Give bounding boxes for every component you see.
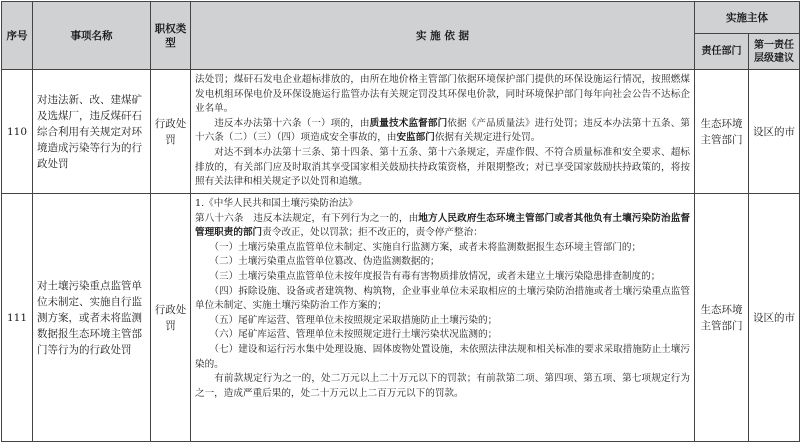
header-seq: 序号 [2, 2, 33, 70]
row-power-type: 行政处罚 [151, 70, 191, 194]
table-row [2, 194, 800, 442]
basis-paragraph: 违反本办法第十六条（一）项的，由质量技术监督部门依据《产品质量法》进行处罚；违反本办法第十五条、第十六条（二）（三）（四）项造成安全事故的，由安监部门依据有关规定进行处罚。 [195, 117, 690, 144]
basis-paragraph: 法处罚；煤矸石发电企业超标排放的，由所在地价格主管部门依据环境保护部门提供的环保设施运行情况，按照燃煤发电机组环保电价及环保设施运行监管办法有关规定罚没其环保电价款，同时环境保护部门每年向社会公告不达标企业名单。 [195, 74, 690, 115]
basis-law-title: 1.《中华人民共和国土壤污染防治法》 [195, 198, 358, 209]
row-item-name: 对土壤污染重点监管单位未制定、实施自行监测方案，或者未将监测数据报生态环境主管部门等行为的行政处罚 [33, 194, 151, 442]
basis-list-item: （一）土壤污染重点监管单位未制定、实施自行监测方案，或者未将监测数据报生态环境主管部门的； [209, 241, 642, 253]
basis-list-item: （四）拆除设施、设备或者建筑物、构筑物，企业事业单位未采取相应的土壤污染防治措施或者土壤污染重点监管单位未制定、实施土壤污染防治工作方案的； [195, 285, 690, 312]
row-first-level: 设区的市 [749, 194, 800, 442]
basis-list-item: （三）土壤污染重点监管单位未按年度报告有毒有害物质排放情况，或者未建立土壤污染隐患排查制度的； [209, 270, 661, 282]
basis-list-item: （五）尾矿库运营、管理单位未按照规定采取措施防止土壤污染的； [209, 314, 498, 326]
header-subject: 实施主体 [695, 2, 800, 34]
row-responsible-dept: 生态环境主管部门 [695, 70, 749, 194]
enforcement-table [1, 1, 800, 442]
basis-paragraph: 对达不到本办法第十三条、第十四条、第十五条、第十六条规定，弄虚作假、不符合质量标准和安全要求、超标排放的，有关部门应及时取消其享受国家相关鼓励扶持政策资格，并限期整改；对已享受国家鼓励扶持政策的，将按照有关法律和相关规定予以处罚和追缴。 [195, 146, 690, 188]
row-power-type: 行政处罚 [151, 194, 191, 442]
basis-list-item: （六）尾矿库运营、管理单位未按照规定进行土壤污染状况监测的； [209, 329, 498, 341]
basis-bold-authority: 地方人民政府生态环境主管部门或者其他负有土壤污染防治监督管理职责的部门 [195, 212, 691, 239]
basis-list-item: （二）土壤污染重点监管单位篡改、伪造监测数据的； [209, 256, 440, 268]
header-power-type: 职权类型 [151, 2, 191, 70]
row-seq: 110 [2, 70, 33, 194]
basis-paragraph: 第八十六条 违反本法规定，有下列行为之一的，由地方人民政府生态环境主管部门或者其他负有土壤污染防治监督管理职责的部门责令改正，处以罚款；拒不改正的，责令停产整治： [195, 212, 691, 239]
header-responsible-dept: 责任部门 [695, 34, 749, 70]
row-basis [191, 70, 695, 194]
row-responsible-dept: 生态环境主管部门 [695, 194, 749, 442]
header-first-level: 第一责任层级建议 [749, 34, 800, 70]
basis-bold-authority: 质量技术监督部门 [369, 117, 448, 129]
basis-bold-authority: 安监部门 [396, 132, 435, 144]
row-seq: 111 [2, 194, 33, 442]
table-row [2, 70, 800, 194]
row-first-level: 设区的市 [749, 70, 800, 194]
header-basis: 实 施 依 据 [191, 2, 695, 70]
basis-paragraph: 有前款规定行为之一的，处二万元以上二十万元以下的罚款；有前款第二项、第四项、第五项、第七项规定行为之一，造成严重后果的，处二十万元以上二百万元以下的罚款。 [195, 373, 690, 399]
row-item-name: 对违法新、改、建煤矿及选煤厂，违反煤矸石综合利用有关规定对环境造成污染等行为的行政处罚 [33, 70, 151, 194]
header-item-name: 事项名称 [33, 2, 151, 70]
basis-list-item: （七）建设和运行污水集中处理设施、固体废物处置设施，未依照法律法规和相关标准的要求采取措施防止土壤污染的。 [195, 343, 690, 370]
row-basis [191, 194, 695, 442]
